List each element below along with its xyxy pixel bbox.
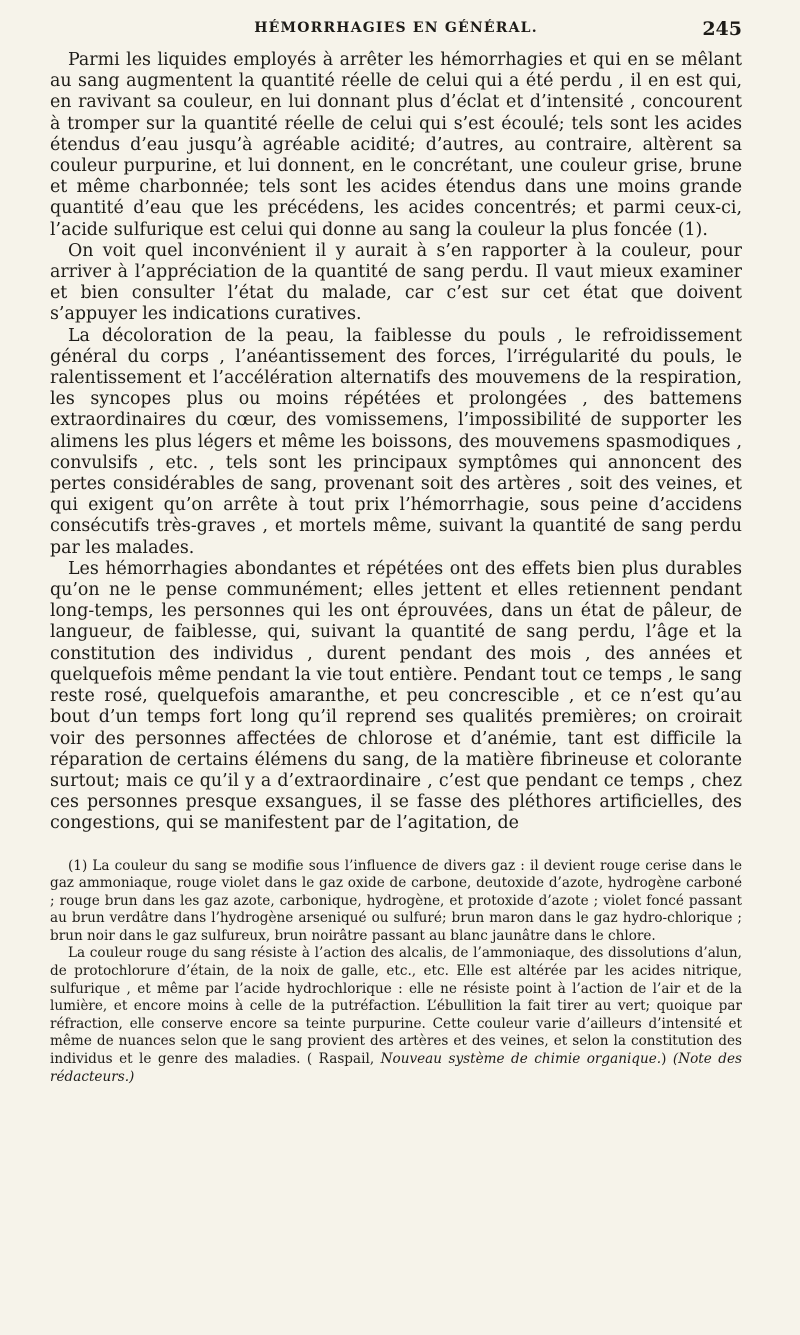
- footnote-1-continued: [50, 945, 742, 1086]
- footnotes: [50, 858, 742, 1087]
- paragraph: Les hémorrhagies abondantes et répétées ont des effets bien plus durables qu’on ne le pense communément; elles jettent et elles retiennent pendant long-temps, les personnes qui les ont éprouvées, dans un état de pâleur, de langueur, de faiblesse, qui, suivant la quantité de sang perdu, l’âge et la constitution des individus , durent pendant des mois , des années et quelquefois même pendant la vie tout entière. Pendant tout ce temps , le sang reste rosé, quelquefois amaranthe, et peu concrescible , et ce n’est qu’au bout d’un temps fort long qu’il reprend ses qualités premières; on croirait voir des personnes affectées de chlorose et d’anémie, tant est difficile la réparation de certains élémens du sang, de la matière fibrineuse et colorante surtout; mais ce qu’il y a d’extraordinaire , c’est que pendant ce temps , chez ces personnes presque exsangues, il se fasse des pléthores artificielles, des congestions, qui se manifestent par de l’agitation, de: [50, 558, 742, 834]
- footnote-1: (1) La couleur du sang se modifie sous l’influence de divers gaz : il devient rouge cerise dans le gaz ammoniaque, rouge violet dans le gaz oxide de carbone, deutoxide d’azote, hydrogène carboné ; rouge brun dans les gaz azote, carbonique, hydrogène, et protoxide d’azote ; violet foncé passant au brun verdâtre dans l’hydrogène arseniqué ou sulfuré; brun maron dans le gaz hydro-chlorique ; brun noir dans le gaz sulfureux, brun noirâtre passant au blanc jaunâtre dans le chlore.: [50, 857, 742, 944]
- footnote-text: La couleur rouge du sang résiste à l’action des alcalis, de l’ammoniaque, des dissolutions d’alun, de protochlorure d’étain, de la noix de galle, etc., etc. Elle est altérée par les acides nitrique, sulfurique , et même par l’acide hydrochlorique : elle ne résiste point à l’action de l’air et de la lumière, et encore moins à celle de la putréfaction. L’ébullition la fait tirer au vert; quoique par réfraction, elle conserve encore sa teinte purpurine. Cette couleur varie d’ailleurs d’intensité et même de nuances selon que le sang provient des artères et des veines, et selon la constitution des individus et le genre des maladies. ( Raspail,: [50, 945, 742, 1068]
- paragraph: La décoloration de la peau, la faiblesse du pouls , le refroidissement général du corps , l’anéantissement des forces, l’irrégularité du pouls, le ralentissement et l’accélération alternatifs des mouvemens de la respiration, les syncopes plus ou moins répétées et prolongées , des battemens extraordinaires du cœur, des vomissemens, l’impossibilité de supporter les alimens les plus légers et même les boissons, des mouvemens spasmodiques , convulsifs , etc. , tels sont les principaux symptômes qui annoncent des pertes considérables de sang, provenant soit des artères , soit des veines, et qui exigent qu’on arrête à tout prix l’hémorrhagie, sous peine d’accidens consécutifs très-graves , et mortels même, suivant la quantité de sang perdu par les malades.: [50, 325, 742, 558]
- page-number: 245: [702, 18, 742, 40]
- source-title: Nouveau système de chimie organique.: [380, 1051, 662, 1068]
- paragraph: Parmi les liquides employés à arrêter les hémorrhagies et qui en se mêlant au sang augmentent la quantité réelle de celui qui a été perdu , il en est qui, en ravivant sa couleur, en lui donnant plus d’éclat et d’intensité , concourent à tromper sur la quantité réelle de celui qui s’est écoulé; tels sont les acides étendus d’eau jusqu’à agréable acidité; d’autres, au contraire, altèrent sa couleur purpurine, et lui donnent, en le concrétant, une couleur grise, brune et même charbonnée; tels sont les acides étendus dans une moins grande quantité d’eau que les précédens, les acides concentrés; et parmi ceux-ci, l’acide sulfurique est celui qui donne au sang la couleur la plus foncée (1).: [50, 50, 742, 240]
- running-title: HÉMORRHAGIES EN GÉNÉRAL.: [254, 20, 538, 36]
- main-text: [50, 50, 742, 835]
- source-close: ): [661, 1051, 667, 1068]
- editor-note: (Note des rédacteurs.): [50, 1051, 742, 1085]
- running-header: [50, 18, 742, 42]
- paragraph: On voit quel inconvénient il y aurait à s’en rapporter à la couleur, pour arriver à l’appréciation de la quantité de sang perdu. Il vaut mieux examiner et bien consulter l’état du malade, car c’est sur cet état que doivent s’appuyer les indications curatives.: [50, 240, 742, 325]
